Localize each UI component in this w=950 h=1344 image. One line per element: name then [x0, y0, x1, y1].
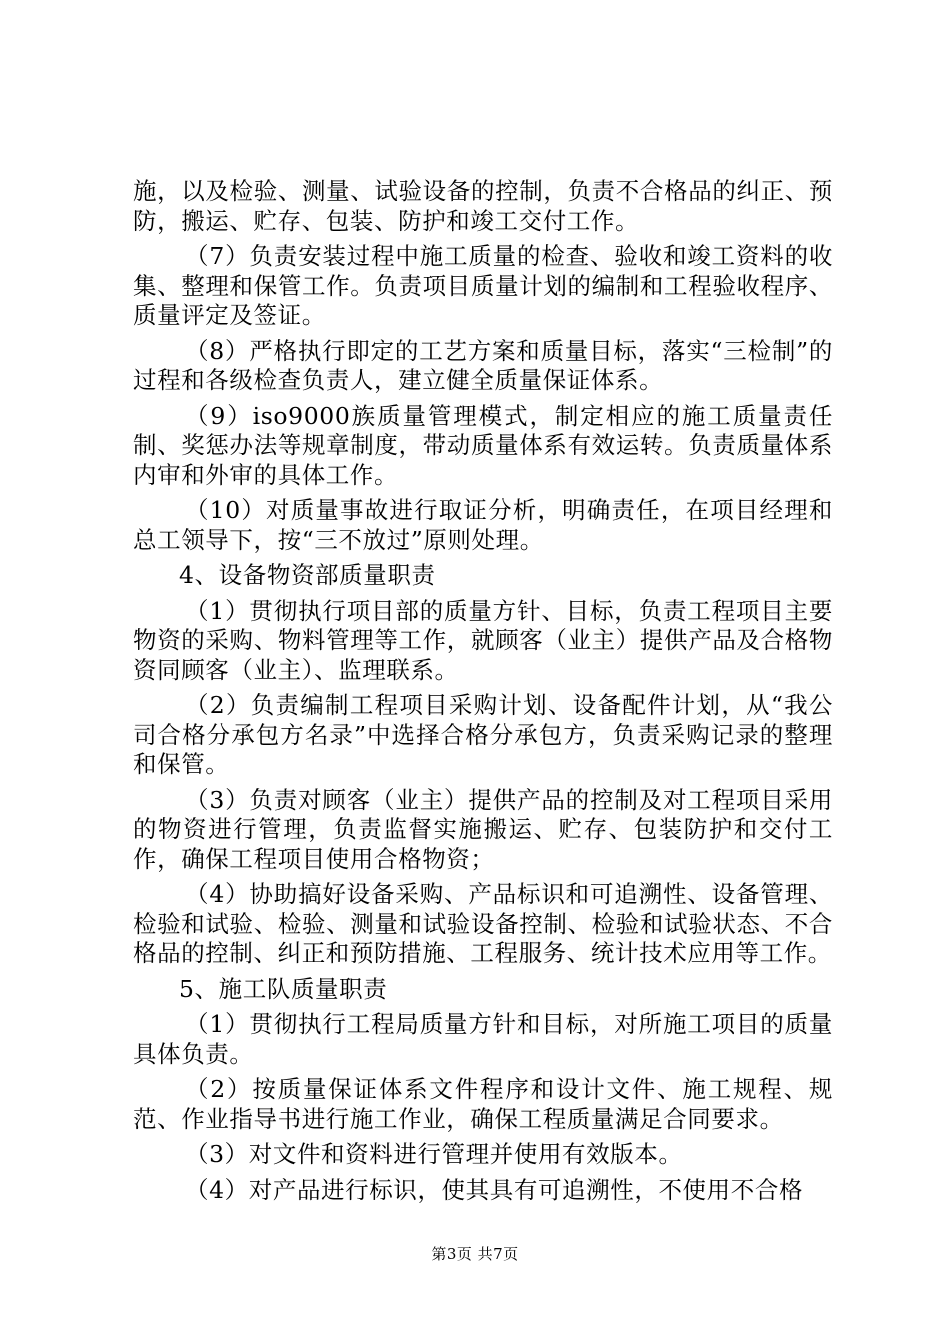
document-body	[133, 177, 833, 1211]
section-heading: 4、设备物资部质量职责	[179, 561, 436, 589]
paragraph: （2）负责编制工程项目采购计划、设备配件计划，从“我公司合格分承包方名录”中选择合格分承包方，负责采购记录的整理和保管。	[133, 691, 833, 778]
paragraph: （8）严格执行即定的工艺方案和质量目标，落实“三检制”的过程和各级检查负责人，建立健全质量保证体系。	[133, 336, 833, 394]
paragraph: （10）对质量事故进行取证分析，明确责任，在项目经理和总工领导下，按“三不放过”原则处理。	[133, 496, 833, 554]
paragraph: （1）贯彻执行项目部的质量方针、目标，负责工程项目主要物资的采购、物料管理等工作，就顾客（业主）提供产品及合格物资同顾客（业主）、监理联系。	[133, 596, 833, 684]
paragraph: 施，以及检验、测量、试验设备的控制，负责不合格品的纠正、预防，搬运、贮存、包装、防护和竣工交付工作。	[133, 177, 833, 235]
paragraph: （7）负责安装过程中施工质量的检查、验收和竣工资料的收集、整理和保管工作。负责项目质量计划的编制和工程验收程序、质量评定及签证。	[133, 242, 833, 329]
section-heading: 5、施工队质量职责	[179, 974, 388, 1003]
paragraph: （4）对产品进行标识，使其具有可追溯性，不使用不合格	[185, 1175, 804, 1204]
page-number-footer: 第3页 共7页	[431, 1245, 519, 1263]
paragraph: （4）协助搞好设备采购、产品标识和可追溯性、设备管理、检验和试验、检验、测量和试验设备控制、检验和试验状态、不合格品的控制、纠正和预防措施、工程服务、统计技术应用等工作。	[133, 880, 833, 967]
paragraph: （1）贯彻执行工程局质量方针和目标，对所施工项目的质量具体负责。	[133, 1010, 833, 1068]
paragraph: （2）按质量保证体系文件程序和设计文件、施工规程、规范、作业指导书进行施工作业，确保工程质量满足合同要求。	[133, 1075, 833, 1133]
paragraph: （3）对文件和资料进行管理并使用有效版本。	[185, 1140, 683, 1168]
paragraph: （3）负责对顾客（业主）提供产品的控制及对工程项目采用的物资进行管理，负责监督实施搬运、贮存、包装防护和交付工作，确保工程项目使用合格物资；	[133, 785, 833, 873]
paragraph: （9）iso9000族质量管理模式，制定相应的施工质量责任制、奖惩办法等规章制度，带动质量体系有效运转。负责质量体系内审和外审的具体工作。	[133, 401, 833, 489]
